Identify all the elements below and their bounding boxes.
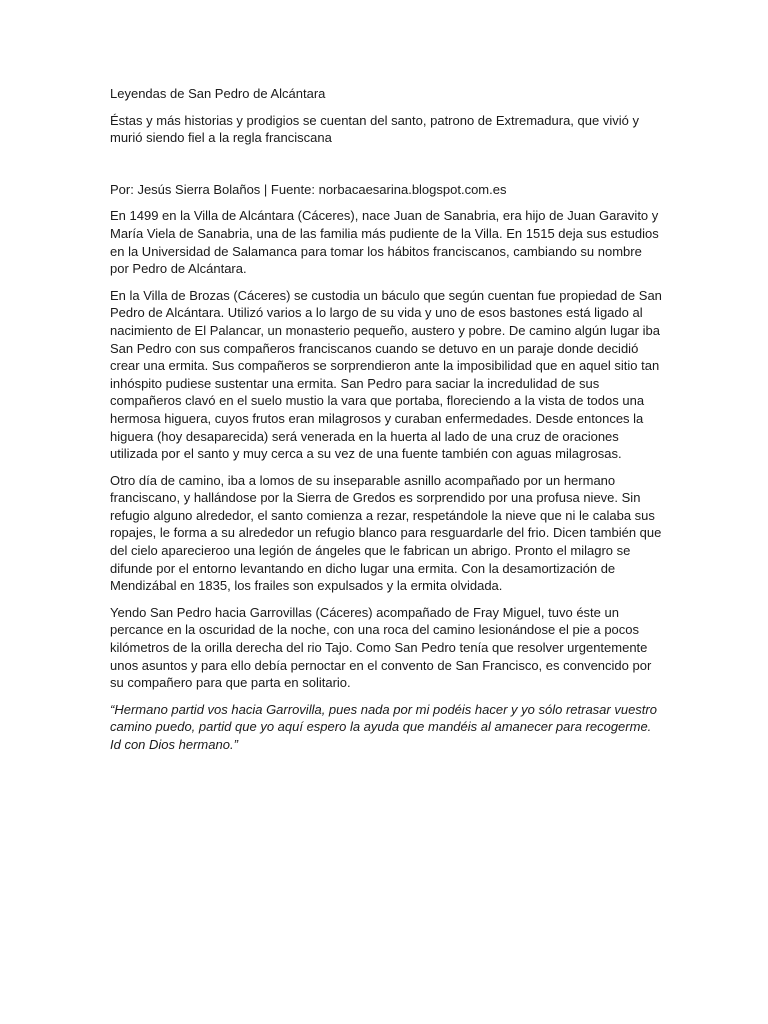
document-title: Leyendas de San Pedro de Alcántara	[110, 86, 326, 101]
paragraph-garrovillas: Yendo San Pedro hacia Garrovillas (Cáceres) acompañado de Fray Miguel, tuvo éste un percance en la oscuridad de la noche, con una roca del camino lesionándose el pie a pocos kilómetros de la orilla derecha del rio Tajo. Como San Pedro tenía que resolver urgentemente unos asuntos y para ello debía pernoctar en el convento de San Francisco, es convencido por su compañero para que parta en solitario.	[110, 604, 652, 691]
paragraph-gredos: Otro día de camino, iba a lomos de su inseparable asnillo acompañado por un hermano franciscano, y hallándose por la Sierra de Gredos es sorprendido por una profusa nieve. Sin refugio alguno alrededor, el santo comienza a rezar, respetándole la nieve que ni le calaba sus ropajes, le forma a su alrededor un refugio blanco para resguardarle del frio. Dicen también que del cielo aparecieroo una legión de ángeles que le fabrican un abrigo. Pronto el milagro se difunde por el entorno levantando en dicho lugar una ermita. Con la desamortización de Mendizábal en 1835, los frailes son expulsados y la ermita olvidada.	[110, 472, 662, 594]
paragraph-birth: En 1499 en la Villa de Alcántara (Cáceres), nace Juan de Sanabria, era hijo de Juan Garavito y María Viela de Sanabria, una de las familia más pudiente de la Villa. En 1515 deja sus estudios en la Universidad de Salamanca para tomar los hábitos franciscanos, cambiando su nombre por Pedro de Alcántara.	[110, 208, 659, 277]
document-subtitle: Éstas y más historias y prodigios se cuentan del santo, patrono de Extremadura, que vivió y murió siendo fiel a la regla franciscana	[110, 112, 639, 146]
paragraph-brozas: En la Villa de Brozas (Cáceres) se custodia un báculo que según cuentan fue propiedad de San Pedro de Alcántara. Utilizó varios a lo largo de su vida y uno de esos bastones está ligado al nacimiento de El Palancar, un monasterio pequeño, austero y pobre. De camino algún lugar iba San Pedro con sus compañeros franciscanos cuando se detuvo en un paraje donde decidió crear una ermita. Sus compañeros se sorprendieron ante la imposibilidad que en aquel sitio tan inhóspito pudiese sustentar una ermita. San Pedro para saciar la incredulidad de sus compañeros clavó en el suelo mustio la vara que portaba, floreciendo a la vista de todos una hermosa higuera, cuyos frutos eran milagrosos y curaban enfermedades. Desde entonces la higuera (hoy desaparecida) será venerada en la huerta al lado de una cruz de oraciones utilizada por el santo y muy cerca a su vez de una fuente también con aguas milagrosas.	[110, 287, 662, 462]
document-page	[110, 85, 662, 763]
document-byline: Por: Jesús Sierra Bolaños | Fuente: norbacaesarina.blogspot.com.es	[110, 181, 507, 197]
quote-paragraph: “Hermano partid vos hacia Garrovilla, pues nada por mi podéis hacer y yo sólo retrasar vuestro camino puedo, partid que yo aquí espero la ayuda que mandéis al amanecer para recogerme. Id con Dios hermano.”	[110, 701, 657, 752]
